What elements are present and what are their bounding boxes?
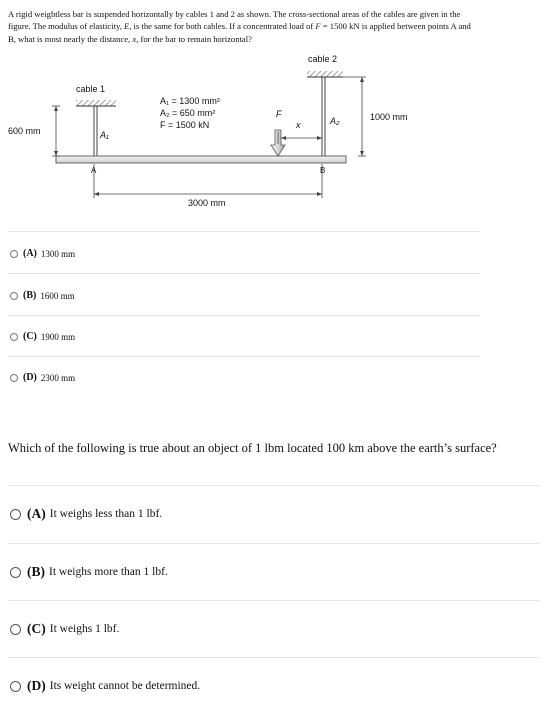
divider: [8, 657, 540, 658]
radio-button[interactable]: [10, 567, 21, 578]
dimension-3000mm: [94, 164, 322, 198]
point-b-label: B: [320, 166, 326, 175]
dimension-3000-label: 3000 mm: [188, 198, 226, 208]
divider: [8, 485, 540, 486]
ceiling-support-1: [76, 100, 116, 106]
q1-option-c[interactable]: [10, 331, 75, 342]
option-text: It weighs less than 1 lbf.: [49, 508, 163, 520]
cable-2-area-label: A₂: [330, 116, 340, 126]
divider: [8, 273, 480, 274]
option-letter: (B): [27, 564, 45, 579]
q1-text-part: , for the bar to remain horizontal?: [136, 33, 252, 44]
q1-symbol-x: x: [132, 33, 137, 44]
q1-option-d[interactable]: [10, 372, 75, 383]
divider: [8, 600, 540, 601]
q2-option-d[interactable]: [10, 678, 200, 694]
option-text: 1900 mm: [40, 331, 76, 342]
dimension-1000mm: [343, 77, 366, 156]
question-1-text: [8, 8, 480, 45]
cable-bar-figure: [0, 52, 554, 222]
radio-button[interactable]: [10, 624, 21, 635]
option-text: Its weight cannot be determined.: [49, 680, 201, 692]
distance-label-x: x: [296, 120, 301, 130]
cable-1-label: cable 1: [76, 84, 106, 94]
divider: [8, 543, 540, 544]
cable-1-area-label: A₁: [100, 130, 109, 140]
ceiling-support-2: [307, 71, 343, 77]
q1-symbol-f: F: [315, 21, 321, 32]
option-letter: (D): [27, 678, 46, 693]
area-a2-given: A₂ = 650 mm²: [160, 108, 216, 118]
radio-button[interactable]: [10, 374, 18, 382]
option-text: It weighs more than 1 lbf.: [49, 566, 168, 578]
option-letter: (C): [27, 621, 46, 636]
divider: [8, 231, 480, 232]
force-label-f: F: [276, 109, 282, 119]
dimension-1000-label: 1000 mm: [370, 112, 408, 122]
option-letter: (D): [23, 372, 37, 383]
q1-text-part: , is the same for both cables. If a concentrated load of: [129, 21, 316, 32]
dimension-x: [278, 132, 322, 144]
rigid-bar: [56, 156, 346, 163]
q1-option-b[interactable]: [10, 290, 75, 301]
q2-option-b[interactable]: [10, 564, 168, 580]
q1-text-part: A rigid weightless bar is suspended horizontally by cables 1 and 2 as shown. The cross-sectional areas of the cables are given in the figure. The modulus of elasticity,: [8, 9, 461, 32]
cable-1-line: [94, 106, 97, 156]
figure-drawing: [0, 52, 554, 222]
radio-button[interactable]: [10, 509, 21, 520]
option-text: 1600 mm: [40, 290, 75, 301]
option-text: 2300 mm: [40, 372, 76, 383]
option-text: It weighs 1 lbf.: [49, 623, 120, 635]
divider: [8, 356, 480, 357]
cable-2-label: cable 2: [308, 54, 338, 64]
q1-option-a[interactable]: [10, 248, 75, 259]
dimension-600-label: 600 mm: [8, 126, 41, 136]
dimension-600mm: [52, 106, 60, 156]
option-letter: (C): [23, 331, 37, 342]
option-text: 1300 mm: [40, 248, 76, 259]
q2-option-c[interactable]: [10, 621, 119, 637]
q1-symbol-e: E: [124, 21, 130, 32]
radio-button[interactable]: [10, 333, 18, 341]
cable-2-line: [322, 77, 325, 156]
option-letter: (B): [23, 290, 37, 301]
area-a1-given: A₁ = 1300 mm²: [160, 96, 220, 106]
force-given: F = 1500 kN: [160, 120, 210, 130]
option-letter: (A): [27, 506, 46, 521]
radio-button[interactable]: [10, 292, 18, 300]
divider: [8, 315, 480, 316]
question-2-text: Which of the following is true about an object of 1 lbm located 100 km above the earth’s surface?: [8, 441, 497, 455]
radio-button[interactable]: [10, 681, 21, 692]
q1-text-part: = 1500 kN is applied between points A and B, what is most nearly the distance,: [8, 21, 471, 44]
point-a-label: A: [91, 166, 97, 175]
option-letter: (A): [23, 248, 37, 259]
radio-button[interactable]: [10, 250, 18, 258]
q2-option-a[interactable]: [10, 506, 162, 522]
